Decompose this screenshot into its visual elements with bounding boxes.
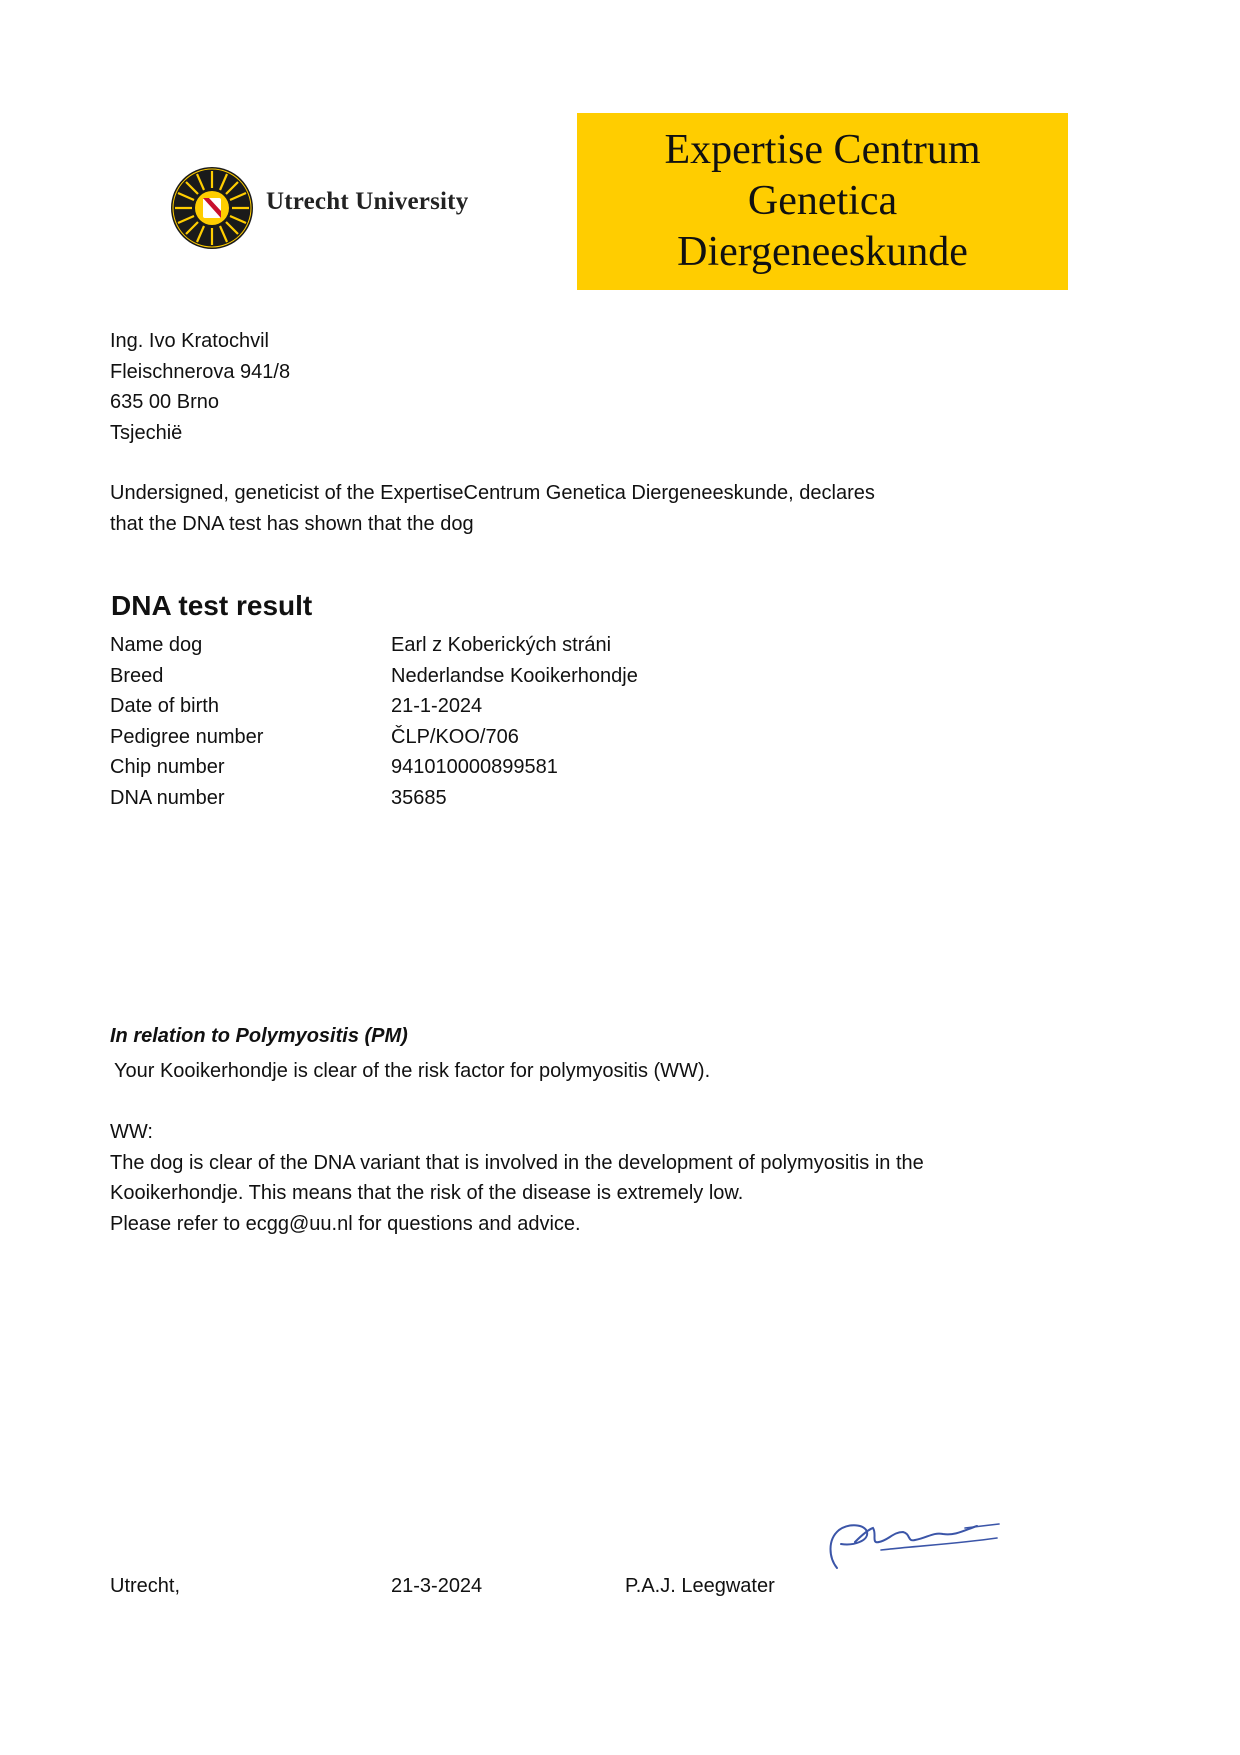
table-row bbox=[110, 661, 810, 692]
table-row bbox=[110, 691, 810, 722]
row-value: Earl z Koberických stráni bbox=[391, 634, 612, 656]
result-table bbox=[110, 630, 810, 813]
signing-date: 21-3-2024 bbox=[391, 1575, 483, 1597]
result-title: DNA test result bbox=[111, 590, 313, 621]
row-value: 35685 bbox=[391, 786, 447, 809]
explanation-line-2: Kooikerhondje. This means that the risk of the disease is extremely low. bbox=[110, 1182, 744, 1204]
row-label: Name dog bbox=[110, 634, 203, 656]
centre-banner bbox=[577, 113, 1068, 290]
genotype-explanation bbox=[110, 1117, 924, 1239]
polymyositis-heading: In relation to Polymyositis (PM) bbox=[110, 1025, 408, 1047]
row-value: 941010000899581 bbox=[391, 756, 558, 778]
banner-line-1: Expertise Centrum bbox=[664, 127, 981, 173]
signatory-name: P.A.J. Leegwater bbox=[625, 1575, 775, 1597]
table-row bbox=[110, 752, 810, 783]
row-label: DNA number bbox=[110, 786, 225, 809]
row-value: 21-1-2024 bbox=[391, 695, 483, 717]
handwritten-signature-icon bbox=[815, 1510, 1005, 1580]
recipient-city: 635 00 Brno bbox=[110, 391, 219, 413]
intro-line-2: that the DNA test has shown that the dog bbox=[110, 512, 474, 535]
contact-line: Please refer to ecgg@uu.nl for questions and advice. bbox=[110, 1212, 581, 1235]
university-logo bbox=[170, 166, 510, 246]
table-row bbox=[110, 722, 810, 753]
banner-line-2: Genetica bbox=[747, 178, 898, 224]
explanation-line-1: The dog is clear of the DNA variant that is involved in the development of polymyositis in the bbox=[110, 1151, 924, 1174]
row-label: Breed bbox=[110, 664, 164, 687]
table-row bbox=[110, 783, 810, 814]
table-row bbox=[110, 630, 810, 661]
university-name: Utrecht University bbox=[266, 188, 469, 215]
row-value: Nederlandse Kooikerhondje bbox=[391, 664, 638, 687]
banner-line-3: Diergeneeskunde bbox=[677, 229, 968, 275]
declaration-intro bbox=[110, 478, 875, 539]
signing-place: Utrecht, bbox=[110, 1575, 181, 1597]
recipient-address bbox=[110, 326, 290, 448]
recipient-street: Fleischnerova 941/8 bbox=[110, 360, 291, 383]
row-value: ČLP/KOO/706 bbox=[391, 725, 519, 748]
recipient-name: Ing. Ivo Kratochvil bbox=[110, 330, 269, 352]
genotype-label: WW: bbox=[110, 1121, 153, 1143]
recipient-country: Tsjechië bbox=[110, 421, 183, 444]
row-label: Pedigree number bbox=[110, 725, 264, 748]
sun-seal-icon bbox=[170, 166, 254, 250]
intro-line-1: Undersigned, geneticist of the ExpertiseCentrum Genetica Diergeneeskunde, declares bbox=[110, 482, 875, 504]
row-label: Date of birth bbox=[110, 695, 219, 717]
polymyositis-statement: Your Kooikerhondje is clear of the risk factor for polymyositis (WW). bbox=[114, 1060, 711, 1082]
row-label: Chip number bbox=[110, 756, 225, 778]
